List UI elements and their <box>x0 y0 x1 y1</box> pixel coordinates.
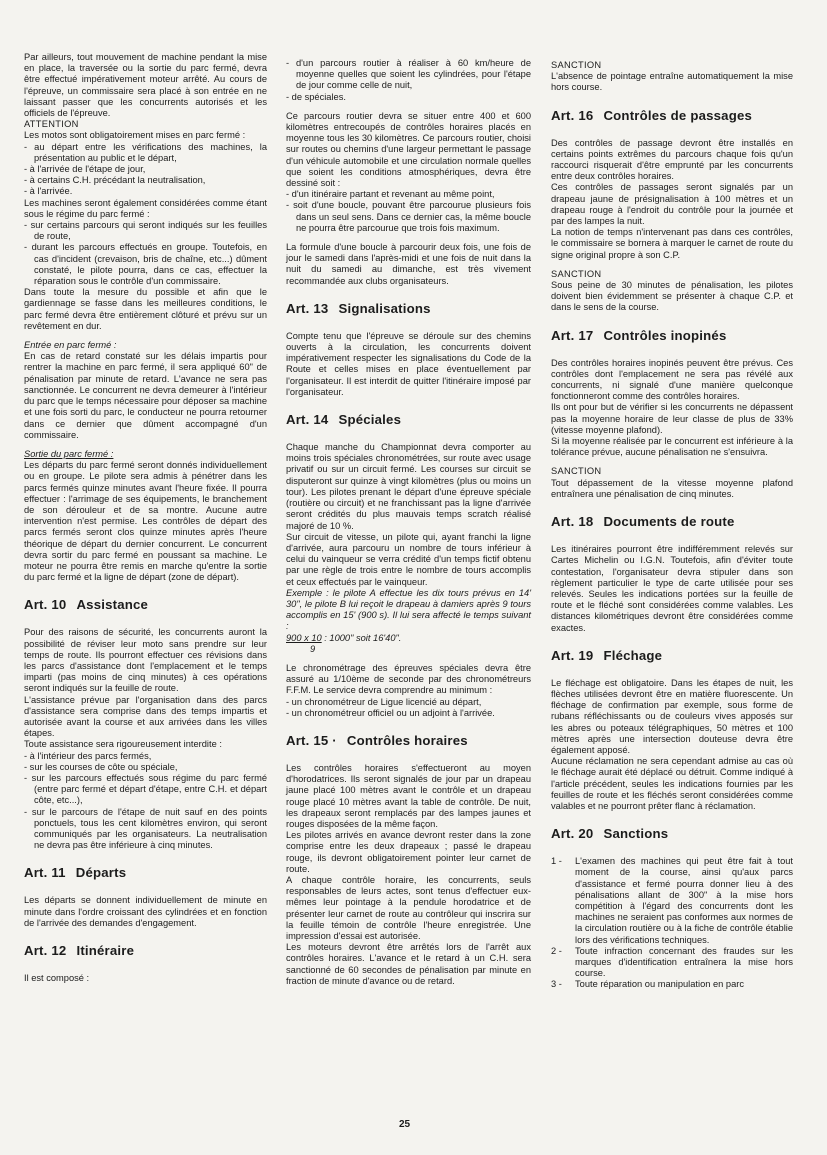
item-number: 2 - <box>551 945 562 956</box>
paragraph: La notion de temps n'intervenant pas dans ces contrôles, le commissaire se bornera à marquer le carnet de route du signe original propre à son C.P. <box>551 227 793 260</box>
subsection-title: Sortie du parc fermé : <box>24 448 114 459</box>
article-heading <box>24 943 267 959</box>
article-heading <box>24 597 267 613</box>
article-heading <box>24 865 267 881</box>
list <box>286 697 531 719</box>
list-item: - sur les courses de côte ou spéciale, <box>24 761 178 772</box>
article-title: Contrôles de passages <box>603 107 753 123</box>
article-number: Art. 10 <box>24 597 67 613</box>
paragraph: La formule d'une boucle à parcourir deux fois, une fois de jour le samedi dans l'après-midi et une fois de nuit dans la nuit du samedi au dimanche, est très vivement recommandée aux clubs organisateurs. <box>286 242 531 286</box>
formula-denominator: 9 <box>310 643 316 654</box>
paragraph: Des contrôles horaires inopinés peuvent être prévus. Ces contrôles dont l'emplacement ne sera pas révélé aux concurrents, ni signalé d'une manière quelconque fonctionneront comme des contrôles horaires. <box>551 357 793 402</box>
paragraph: Par ailleurs, tout mouvement de machine pendant la mise en place, la traversée ou la sortie du parc fermé, devra être effectué impérativement moteur arrêté. Au cours de l'épreuve, un commissaire sera placé à son entrée en ne laissant passer que les concurrents autorisés et les officiels de l'épreuve. <box>24 52 267 119</box>
article-number: Art. 12 <box>24 943 67 959</box>
article-heading <box>286 412 531 428</box>
list-item: - de spéciales. <box>286 91 346 102</box>
article-number: Art. 15 · <box>286 732 337 748</box>
list-item <box>551 946 793 980</box>
item-text: Toute réparation ou manipulation en parc <box>575 979 745 990</box>
article-title: Itinéraire <box>76 943 135 959</box>
paragraph: Pour des raisons de sécurité, les concurrents auront la possibilité de réviser leur moto sans prendre sur leur temps de route. Ils pourront effectuer ces révisions dans les parcs d'assistance dont l'emplacement et le temps imparti (pas moins de cinq minutes) à ces opérations seront indiqués sur la feuille de route. <box>24 627 267 694</box>
item-number: 1 - <box>551 856 562 867</box>
paragraph: En cas de retard constaté sur les délais impartis pour rentrer la machine en parc fermé, il sera appliqué 60" de pénalisation par minute de retard. L'avance ne sera pas sanctionnée. Le concurrent ne devra demeurer à l'intérieur du parc que le temps nécessaire pour déposer sa machine et une fois sorti du parc, le conducteur ne pourra retourner dans ce dernier que dûment accompagné d'un commissaire. <box>24 351 267 440</box>
paragraph: Compte tenu que l'épreuve se déroule sur des chemins ouverts à la circulation, les concurrents doivent impérativement respecter les signalisations du Code de la Route et celles mises en place éventuellement par l'organisateur. Il est interdit de quitter l'itinéraire imposé par l'organisateur. <box>286 330 531 397</box>
article-title: Signalisations <box>338 300 431 316</box>
list-item <box>551 979 793 990</box>
paragraph: Des contrôles de passage devront être installés en certains points extrêmes du parcours chaque fois qu'un raccourci risquerait d'être emprunté par les concurrents entre deux contrôles horaires. <box>551 137 793 182</box>
article-number: Art. 17 <box>551 327 594 343</box>
numbered-list <box>551 856 793 990</box>
paragraph: Aucune réclamation ne sera cependant admise au cas où le fléchage aurait été déplacé ou détruit. Comme indiqué à l'article précédent, seules les indications fournies par les feuilles de route et les fléchés seront considérées comme valables et ne pourront prêter flanc à réclamation. <box>551 756 793 811</box>
list-item: - à l'arrivée. <box>24 186 73 197</box>
sanction-label: SANCTION <box>551 268 602 279</box>
example-text: Exemple : le pilote A effectue les dix tours prévus en 14' 30", le pilote B lui reçoit le drapeau à damiers après 9 tours accomplis en 15' (900 s). Il lui sera affecté le temps suivant : <box>286 587 531 632</box>
article-number: Art. 14 <box>286 412 329 428</box>
list <box>24 142 267 198</box>
article-title: Départs <box>75 865 127 881</box>
list-item: - au départ entre les vérifications des machines, la présentation au public et le départ, <box>24 141 267 163</box>
list-item: - un chronométreur officiel ou un adjoint à l'arrivée. <box>286 707 495 718</box>
paragraph: Sous peine de 30 minutes de pénalisation, les pilotes doivent bien évidemment se présenter à chaque C.P. et dans le sens de la course. <box>551 280 793 313</box>
paragraph: Tout dépassement de la vitesse moyenne plafond entraînera une pénalisation de cinq minutes. <box>551 477 793 499</box>
paragraph: Les contrôles horaires s'effectueront au moyen d'horodatrices. Ils seront signalés de jour par un drapeau jaune placé 100 mètres avant le contrôle et un drapeau rouge placé 10 mètres avant la table de contrôle. De nuit, les drapeaux seront remplacés par des lampes jaunes et rouges disposées de la même façon. <box>286 762 531 829</box>
paragraph: Ils ont pour but de vérifier si les concurrents ne dépassent pas la moyenne horaire de leur classe de plus de 33% (vitesse moyenne plafond). <box>551 402 793 435</box>
paragraph: Les moteurs devront être arrêtés lors de l'arrêt aux contrôles horaires. L'avance et le retard à un C.H. sera sanctionné de 60 secondes de pénalisation par minute en fraction de minute d'avance ou de retard. <box>286 942 531 986</box>
attention-label: ATTENTION <box>24 119 79 130</box>
article-title: Fléchage <box>603 647 663 663</box>
article-title: Contrôles horaires <box>346 732 468 748</box>
column-2 <box>286 58 531 987</box>
paragraph: Ces contrôles de passages seront signalés par un drapeau jaune de présignalisation à 100 mètres et un drapeau rouge à l'endroit du contrôle pour la journée et par des lampes la nuit. <box>551 182 793 227</box>
formula-result: : 1000" soit 16'40". <box>321 632 402 643</box>
list-item: - un chronométreur de Ligue licencié au départ, <box>286 696 482 707</box>
paragraph: Les itinéraires pourront être indifféremment relevés sur Cartes Michelin ou I.G.N. Toutefois, afin d'éviter toute contestation, l'organisateur devra stipuler dans son règlement particulier le type de carte utilisée pour ses relevés. Seules les indications portées sur la feuille de route et le fléché sont considérées comme valables. Les distances kilométriques devront être considérées comme exactes. <box>551 544 793 633</box>
subsection-title: Entrée en parc fermé : <box>24 340 117 351</box>
list-item: - à l'arrivée de l'étape de jour, <box>24 164 146 175</box>
article-heading <box>286 301 531 317</box>
paragraph: L'assistance prévue par l'organisation dans des parcs d'assistance sera comprise dans des temps impartis et autorisée avant la course et aux arrivées dans les villes étapes. <box>24 694 267 739</box>
article-heading <box>551 108 793 124</box>
list-item <box>551 856 793 946</box>
item-text: Toute infraction concernant des fraudes sur les marques d'identification entraînera la mise hors course. <box>575 945 793 979</box>
paragraph: Le chronométrage des épreuves spéciales devra être assuré au 1/10ème de seconde par des chronométreurs F.F.M. Le service devra comprendre au minimum : <box>286 662 531 696</box>
article-heading <box>551 648 793 664</box>
list <box>286 58 531 103</box>
paragraph: Chaque manche du Championnat devra comporter au moins trois spéciales chronométrées, sur route avec usage privatif ou sur un circuit fermé. Les courses sur circuit se disputeront sur quinze à vingt kilomètres (plus ou moins un tour). Les pilotes prenant le départ d'une épreuve spéciale (routière ou circuit) et ne franchissant pas la ligne d'arrivée seront crédités du plus mauvais temps scratch réalisé majoré de 10 %. <box>286 442 531 531</box>
paragraph: Les pilotes arrivés en avance devront rester dans la zone comprise entre les deux drapeaux ; passé le drapeau rouge, ils devront obligatoirement pointer leur carnet de route. <box>286 830 531 874</box>
sanction-label: SANCTION <box>551 466 602 477</box>
list-item: - durant les parcours effectués en groupe. Toutefois, en cas d'incident (crevaison, bris de chaîne, etc...) dûment constaté, le pilote pourra, dans ce cas, effectuer la réparation sous le contrôle d'un commissaire. <box>24 242 267 287</box>
paragraph: Les motos sont obligatoirement mises en parc fermé : <box>24 130 246 141</box>
paragraph: L'absence de pointage entraîne automatiquement la mise hors course. <box>551 71 793 93</box>
article-number: Art. 16 <box>551 107 594 123</box>
paragraph: Dans toute la mesure du possible et afin que le gardiennage se fasse dans les meilleures conditions, le parc fermé devra être entièrement clôturé et prévu sur un revêtement en dur. <box>24 287 267 331</box>
formula <box>286 633 531 644</box>
paragraph: Le fléchage est obligatoire. Dans les étapes de nuit, les flèches utilisées devront être en matière fluorescente. Un fléchage de confirmation par exemple, sous forme de rubans réfléchissants ou de couleurs vives apposés sur les abres ou poteaux télégraphiques, 50 mètres et 100 mètres après une intersection douteuse devra être également apposé. <box>551 677 793 755</box>
article-title: Spéciales <box>338 412 402 428</box>
list-item: - d'un parcours routier à réaliser à 60 km/heure de moyenne quelles que soient les cylindrées, pour l'étape de jour comme celle de nuit, <box>286 58 531 91</box>
article-heading <box>551 826 793 842</box>
list <box>24 751 267 852</box>
paragraph: Les départs du parc fermé seront donnés individuellement ou en groupe. Le pilote sera admis à pénétrer dans les parcs fermés quinze minutes avant l'heure fixée. Il pourra effectuer : l'arrimage de ses équipements, le branchement de son dérouleur et de sa montre. Aucune autre intervention n'est permise. Les contrôles de départ des parcs fermés seront clos quinze minutes après l'heure théorique de départ du dernier concurrent. Le concurrent devra sortir du parc fermé en poussant sa machine. Le moteur ne pourra être remis en marche qu'entre la sortie du parc fermé et la ligne de départ (zone de départ). <box>24 460 267 583</box>
item-text: L'examen des machines qui peut être fait à tout moment de la course, ainsi qu'aux parcs d'assistance et fermé pourra donner lieu à des pénalisations allant de 300" à la mise hors compétition à l'égard des concurrents dont les machines ne seraient pas conformes aux normes de la circulation routière ou à la fiche de contrôle établie lors des vérifications techniques. <box>575 856 793 945</box>
article-heading <box>551 328 793 344</box>
paragraph: Ce parcours routier devra se situer entre 400 et 600 kilomètres entrecoupés de contrôles horaires placés en moyenne tous les 30 kilomètres. Ce parcours routier, choisi sur routes ou chemins d'une largeur permettant le passage d'un véhicule automobile et une circulation normale quelles que soient les conditions atmosphériques, devra être dessiné soit : <box>286 110 531 189</box>
article-number: Art. 20 <box>551 826 594 842</box>
article-heading <box>551 514 793 530</box>
list-item: - à l'intérieur des parcs fermés, <box>24 750 152 761</box>
article-title: Sanctions <box>603 826 669 842</box>
item-number: 3 - <box>551 979 562 990</box>
list-item: - sur les parcours effectués sous régime du parc fermé (entre parc fermé et départ d'étape, entre C.H. et départ côte, etc...), <box>24 772 267 806</box>
paragraph: Les machines seront également considérées comme étant sous le régime du parc fermé : <box>24 197 267 219</box>
list-item: - sur certains parcours qui seront indiqués sur les feuilles de route, <box>24 220 267 242</box>
paragraph: Si la moyenne réalisée par le concurrent est inférieure à la tolérance prévue, aucune pénalisation ne s'ensuivra. <box>551 436 793 458</box>
paragraph: Les départs se donnent individuellement de minute en minute dans l'ordre croissant des cylindrées et en fonction de l'arrivée des demandes d'engagement. <box>24 895 267 928</box>
sanction-label: SANCTION <box>551 60 602 70</box>
article-number: Art. 11 <box>24 865 66 881</box>
page-number: 25 <box>399 1119 411 1130</box>
article-number: Art. 13 <box>286 300 329 316</box>
article-title: Documents de route <box>603 514 735 530</box>
list-item: - sur le parcours de l'étape de nuit sauf en des points ponctuels, tous les cent kilomètres environ, qui seront communiqués par les organisateurs. La neutralisation ne devra pas être inférieure à cinq minutes. <box>24 806 267 851</box>
list-item: - d'un itinéraire partant et revenant au même point, <box>286 189 495 200</box>
paragraph: Toute assistance sera rigoureusement interdite : <box>24 739 222 750</box>
list <box>286 189 531 234</box>
article-title: Contrôles inopinés <box>603 327 727 343</box>
column-3 <box>551 60 793 991</box>
paragraph: Sur circuit de vitesse, un pilote qui, ayant franchi la ligne d'arrivée, aura parcouru un nombre de tours inférieur à celui du vainqueur se verra crédité d'un temps fictif obtenu par une règle de trois entre le nombre de tours accomplis et ceux effectués par le vainqueur. <box>286 531 531 587</box>
article-number: Art. 18 <box>551 514 594 530</box>
article-heading <box>286 733 531 749</box>
article-number: Art. 19 <box>551 647 594 663</box>
formula-numerator: 900 x 10 <box>286 632 322 643</box>
list-item: - à certains C.H. précédant la neutralisation, <box>24 175 206 186</box>
list-item: - soit d'une boucle, pouvant être parcourue plusieurs fois dans un seul sens. Dans ce dernier cas, la même boucle ne pourra être parcourue que trois fois maximum. <box>286 200 531 233</box>
article-title: Assistance <box>76 597 149 613</box>
paragraph: Il est composé : <box>24 973 90 984</box>
paragraph: A chaque contrôle horaire, les concurrents, seuls responsables de leurs actes, sont tenus d'effectuer eux-mêmes leur pointage à la pendule horodatrice et de présenter leur carnet de route au contrôleur qui inscrira sur la feuille témoin de contrôle l'heure enregistrée. Une impression d'essai est autorisée. <box>286 874 531 941</box>
list <box>24 220 267 287</box>
column-1 <box>24 52 267 984</box>
